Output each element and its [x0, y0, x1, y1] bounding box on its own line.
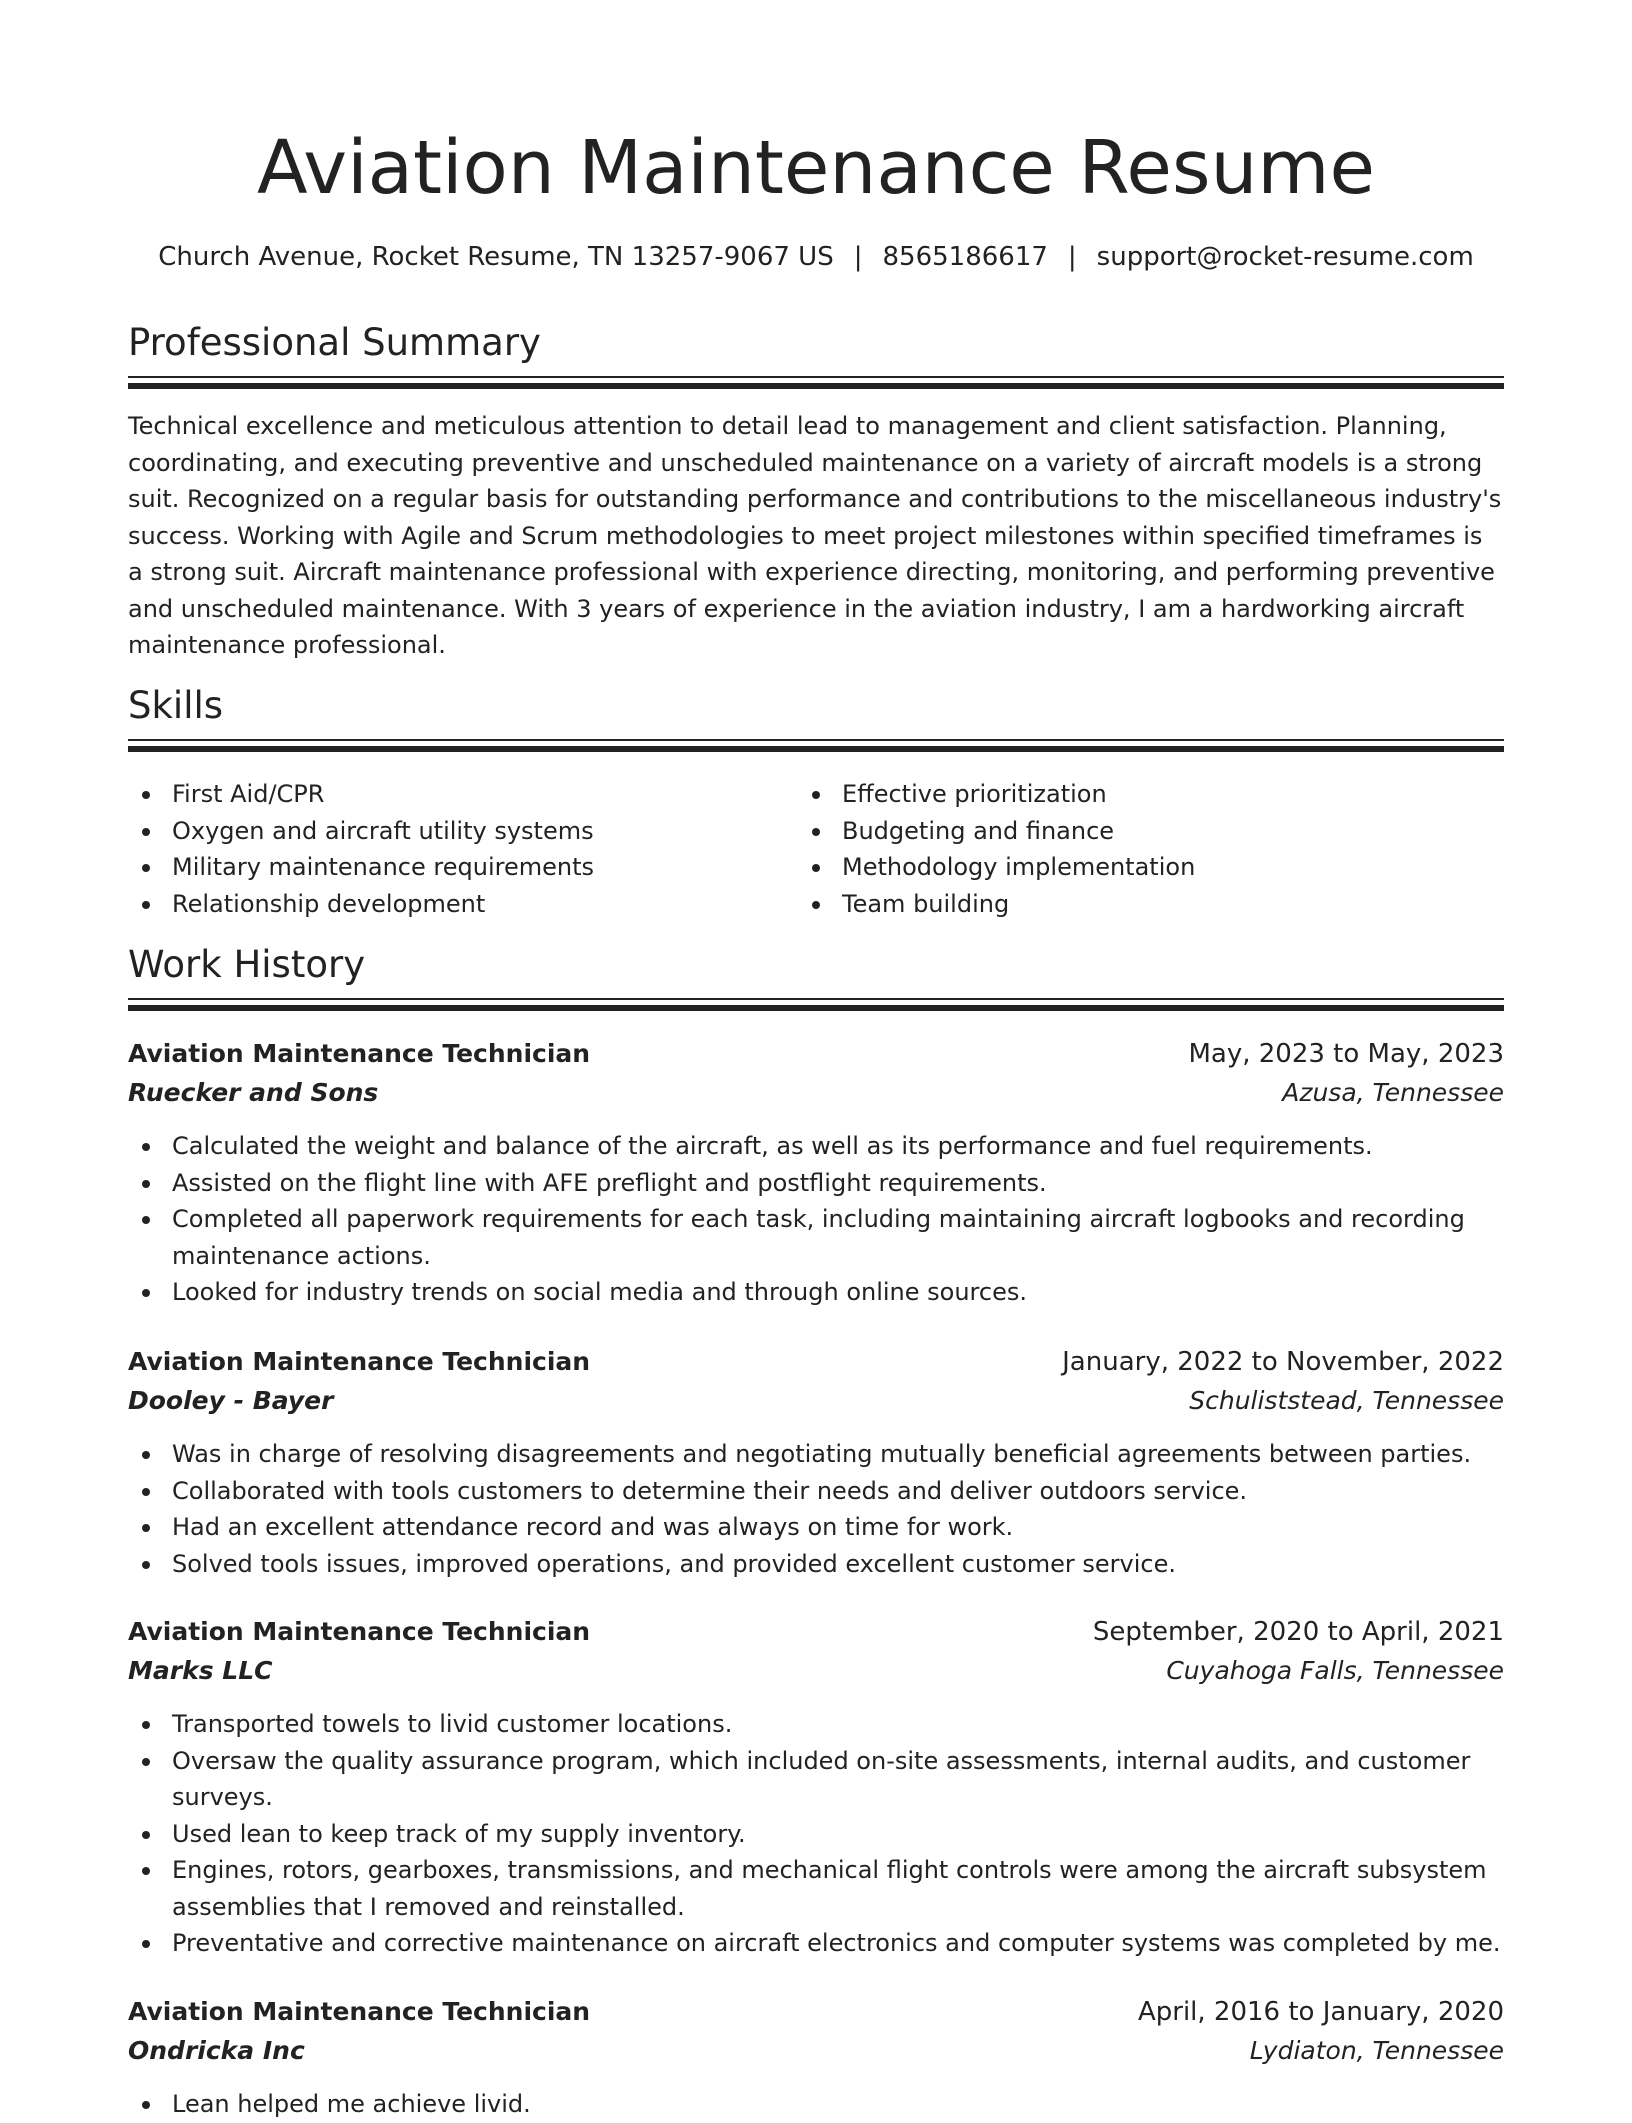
skill-item: Relationship development: [128, 886, 808, 923]
job-bullet: Engines, rotors, gearboxes, transmissions, and mechanical flight controls were among the aircraft subsystem assemblies that I removed and reinstalled.: [128, 1852, 1504, 1925]
job-entry: [128, 1344, 1504, 1582]
job-company: Ruecker and Sons: [128, 1078, 379, 1107]
job-bullet: Assisted on the flight line with AFE preflight and postflight requirements.: [128, 1165, 1504, 1202]
job-title: Aviation Maintenance Technician: [128, 1039, 591, 1068]
job-title: Aviation Maintenance Technician: [128, 1997, 591, 2026]
skills-heading: Skills: [128, 684, 224, 727]
section-divider: [128, 998, 1504, 1010]
contact-phone: 8565186617: [882, 242, 1048, 272]
job-dates: January, 2022 to November, 2022: [1062, 1347, 1504, 1377]
job-bullet: Solved tools issues, improved operations, and provided excellent customer service.: [128, 1546, 1504, 1583]
contact-email: support@rocket-resume.com: [1096, 242, 1474, 272]
job-location: Cuyahoga Falls, Tennessee: [1166, 1656, 1504, 1685]
skill-item: Effective prioritization: [798, 776, 1478, 813]
job-entry: [128, 1036, 1504, 1311]
skill-item: First Aid/CPR: [128, 776, 808, 813]
summary-text: Technical excellence and meticulous attention to detail lead to management and client satisfaction. Planning, coordinating, and executing preventive and unscheduled maintenance on a variety of aircraft models is a strong suit. Recognized on a regular basis for outstanding performance and contributions to the miscellaneous industry's success. Working with Agile and Scrum methodologies to meet project milestones within specified timeframes is a strong suit. Aircraft maintenance professional with experience directing, monitoring, and performing preventive and unscheduled maintenance. With 3 years of experience in the aviation industry, I am a hardworking aircraft maintenance professional.: [128, 412, 1502, 659]
job-bullet: Collaborated with tools customers to determine their needs and deliver outdoors service.: [128, 1473, 1504, 1510]
contact-separator: |: [1067, 242, 1077, 272]
job-company: Ondricka Inc: [128, 2036, 305, 2065]
job-location: Schuliststead, Tennessee: [1189, 1386, 1504, 1415]
job-company: Dooley - Bayer: [128, 1386, 334, 1415]
summary-heading: Professional Summary: [128, 321, 541, 364]
job-location: Lydiaton, Tennessee: [1249, 2036, 1504, 2065]
job-bullet: Had an excellent attendance record and was always on time for work.: [128, 1509, 1504, 1546]
job-dates: May, 2023 to May, 2023: [1188, 1039, 1504, 1069]
skills-column-left: [128, 776, 808, 922]
skill-item: Oxygen and aircraft utility systems: [128, 813, 808, 850]
skills-column-right: [798, 776, 1478, 922]
job-entry: [128, 1614, 1504, 1962]
job-bullet: Lean helped me achieve livid.: [128, 2086, 1504, 2123]
resume-title: Aviation Maintenance Resume: [256, 125, 1376, 211]
job-bullet: Calculated the weight and balance of the aircraft, as well as its performance and fuel requirements.: [128, 1128, 1504, 1165]
job-location: Azusa, Tennessee: [1282, 1078, 1504, 1107]
section-divider: [128, 739, 1504, 751]
contact-address: Church Avenue, Rocket Resume, TN 13257-9067 US: [158, 242, 834, 272]
contact-separator: |: [853, 242, 863, 272]
job-bullet: Used lean to keep track of my supply inventory.: [128, 1816, 1504, 1853]
job-bullet: Transported towels to livid customer locations.: [128, 1706, 1504, 1743]
work-history-heading: Work History: [128, 943, 366, 986]
job-dates: September, 2020 to April, 2021: [1092, 1617, 1504, 1647]
skill-item: Military maintenance requirements: [128, 849, 808, 886]
job-bullet: Was in charge of resolving disagreements and negotiating mutually beneficial agreements between parties.: [128, 1436, 1504, 1473]
job-dates: April, 2016 to January, 2020: [1137, 1997, 1504, 2027]
job-bullet: Looked for industry trends on social media and through online sources.: [128, 1274, 1504, 1311]
skill-item: Methodology implementation: [798, 849, 1478, 886]
job-title: Aviation Maintenance Technician: [128, 1617, 591, 1646]
job-company: Marks LLC: [128, 1656, 273, 1685]
job-entry: [128, 1994, 1504, 2123]
skill-item: Budgeting and finance: [798, 813, 1478, 850]
job-bullet: Oversaw the quality assurance program, which included on-site assessments, internal audits, and customer surveys.: [128, 1743, 1504, 1816]
skill-item: Team building: [798, 886, 1478, 923]
job-title: Aviation Maintenance Technician: [128, 1347, 591, 1376]
job-bullet: Completed all paperwork requirements for each task, including maintaining aircraft logbooks and recording maintenance actions.: [128, 1201, 1504, 1274]
section-divider: [128, 376, 1504, 388]
job-bullet: Preventative and corrective maintenance on aircraft electronics and computer systems was completed by me.: [128, 1925, 1504, 1962]
contact-line: [128, 240, 1504, 274]
